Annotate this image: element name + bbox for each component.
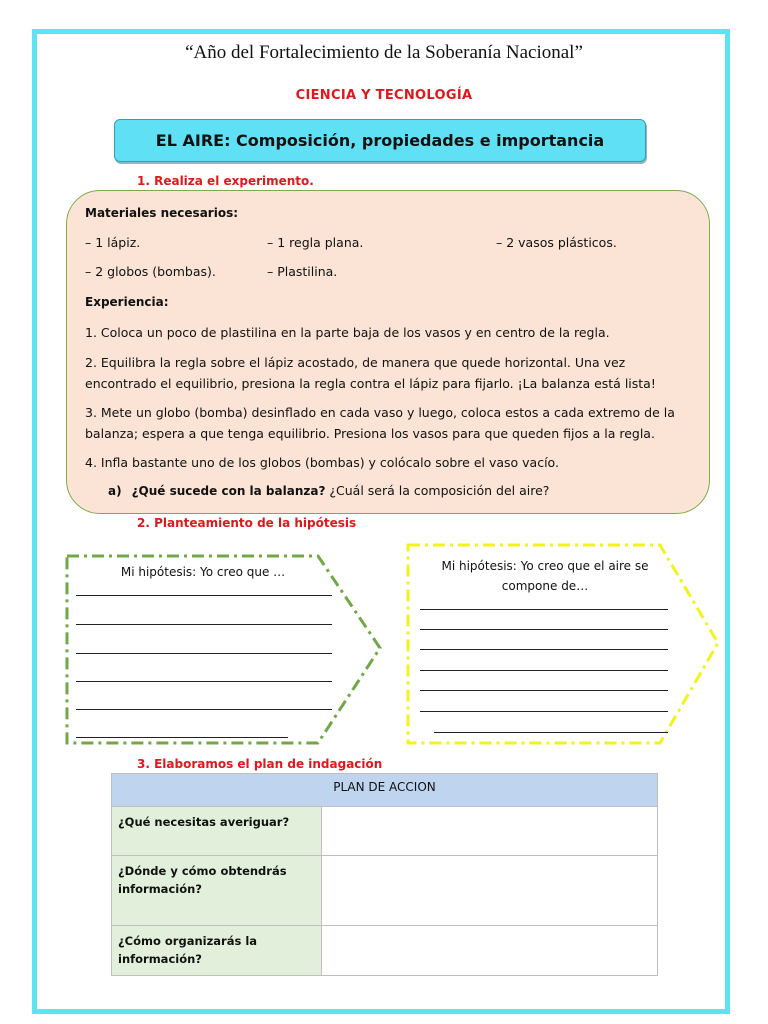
question-cell: [112, 856, 322, 926]
right-hypothesis-prompt-line1: Mi hipótesis: Yo creo que el aire se: [441, 559, 649, 573]
experience-label: Experiencia:: [85, 295, 169, 309]
question-text: información?: [118, 952, 202, 966]
table-row: [112, 856, 658, 926]
table-row: [112, 926, 658, 976]
answer-line: [76, 653, 332, 654]
answer-line: [76, 595, 332, 596]
answer-line: [76, 624, 332, 625]
question-text: ¿Dónde y cómo obtendrás: [118, 864, 287, 878]
section2-heading: 2. Planteamiento de la hipótesis: [137, 516, 357, 530]
answer-cell[interactable]: [322, 807, 658, 856]
right-hypothesis-prompt-line2: compone de…: [501, 579, 589, 593]
left-hypothesis-prompt: Mi hipótesis: Yo creo que …: [120, 565, 286, 579]
table-header-row: [112, 774, 658, 807]
answer-line: [420, 690, 668, 691]
question-text: ¿Cómo organizarás la: [118, 934, 258, 948]
subject-title: CIENCIA Y TECNOLOGÍA: [295, 88, 473, 103]
question-marker: a): [108, 484, 122, 498]
table-title: PLAN DE ACCION: [112, 774, 658, 807]
answer-line: [420, 609, 668, 610]
answer-line: [420, 670, 668, 671]
answer-line: [76, 737, 288, 738]
question-cell: [112, 926, 322, 976]
step-3: 3. Mete un globo (bomba) desinflado en cada vaso y luego, coloca estos a cada extremo de la balanza; espera a que tenga equilibrio. Presiona los vasos para que queden fijos a la regla.: [85, 405, 675, 441]
material-item: – Plastilina.: [267, 264, 338, 279]
left-hypothesis-frame: [67, 556, 380, 743]
question-cell: [112, 807, 322, 856]
table-row: [112, 807, 658, 856]
question-bold: ¿Qué sucede con la balanza?: [131, 484, 326, 498]
step-1: 1. Coloca un poco de plastilina en la parte baja de los vasos y en centro de la regla.: [85, 325, 610, 340]
question-text: ¿Qué necesitas averiguar?: [118, 815, 290, 829]
section1-heading: 1. Realiza el experimento.: [137, 174, 314, 188]
answer-line: [76, 709, 332, 710]
material-item: – 2 vasos plásticos.: [496, 235, 617, 250]
material-item: – 1 lápiz.: [85, 235, 141, 250]
main-title-rest: Composición, propiedades e importancia: [230, 131, 605, 150]
materials-label: Materiales necesarios:: [85, 206, 239, 220]
main-title-bold: EL AIRE:: [155, 131, 231, 150]
step-2: 2. Equilibra la regla sobre el lápiz acostado, de manera que quede horizontal. Una vez encontrado el equilibrio, presiona la regla contra el lápiz para fijarlo. ¡La balanza está lista!: [85, 355, 656, 391]
question-text: información?: [118, 882, 202, 896]
answer-line: [420, 629, 668, 630]
material-item: – 2 globos (bombas).: [85, 264, 216, 279]
answer-line: [76, 681, 332, 682]
step-4: 4. Infla bastante uno de los globos (bombas) y colócalo sobre el vaso vacío.: [85, 455, 559, 470]
action-plan-table: [111, 773, 658, 976]
answer-cell[interactable]: [322, 926, 658, 976]
answer-cell[interactable]: [322, 856, 658, 926]
section3-heading: 3. Elaboramos el plan de indagación: [137, 757, 383, 771]
year-title: “Año del Fortalecimiento de la Soberanía Nacional”: [185, 42, 583, 63]
answer-line: [420, 649, 668, 650]
material-item: – 1 regla plana.: [267, 235, 364, 250]
answer-line: [434, 732, 668, 733]
question-rest: ¿Cuál será la composición del aire?: [325, 483, 550, 498]
answer-line: [420, 711, 668, 712]
